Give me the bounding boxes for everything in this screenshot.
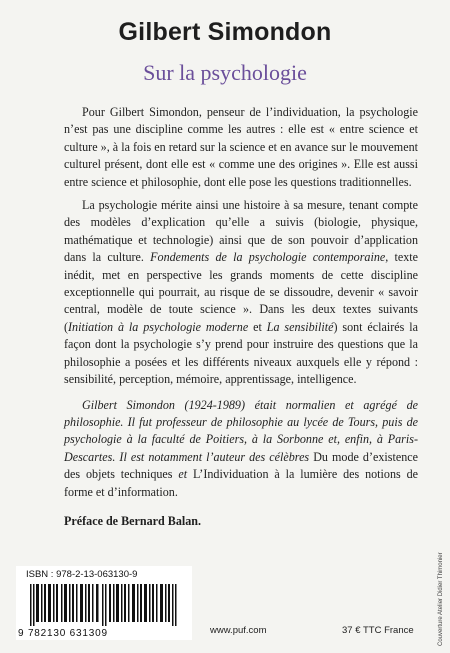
barcode-icon — [30, 584, 188, 626]
blurb — [64, 104, 418, 536]
publisher-url: www.puf.com — [210, 625, 267, 636]
blurb-paragraph-2 — [64, 197, 418, 388]
price-label: 37 € TTC France — [342, 625, 414, 636]
p2-title-fondements: Fondements de la psychologie contemporaine — [150, 250, 386, 265]
p2-part-a: La psychologie mérite ainsi une histoire à sa mesure, tenant compte des modèles d’explication qu’elle a suivis (biologie, physique, mathématique et technologie) ainsi que de son pouvoir d’application dans la culture. — [64, 198, 418, 265]
p2-part-g: ) sont éclairés la façon dont la psychologie s’y prend pour instruire des questions que la philosophie a posées et les différents niveaux auxquels elle y répond : sensibilité, perception, mémoire, apprentissage, intelligence. — [64, 319, 418, 387]
bio-part-a: Gilbert Simondon (1924-1989) était normalien et agrégé de philosophie. Il fut professeur de philosophie au lycée de Tours, puis de psychologie à la faculté de Poitiers, à la Sorbonne et, enfin, à Paris-Descartes. Il est notamment l’auteur des célèbres — [64, 397, 418, 464]
book-title: Sur la psychologie — [143, 60, 307, 85]
preface-credit: Préface de Bernard Balan. — [64, 513, 202, 528]
cover-credit: Couverture Atelier Didier Thimonier — [438, 552, 444, 646]
p2-part-e: et — [248, 319, 267, 334]
author-bio — [64, 397, 418, 501]
bio-title-mode-existence: Du mode d’existence des objets techniques — [64, 449, 418, 482]
bio-title-individuation: L’Individuation à la lumière des notions de forme et d’information. — [64, 467, 419, 499]
barcode-digits: 9 782130 631309 — [18, 628, 108, 639]
bio-part-c: et — [172, 467, 194, 482]
p2-title-initiation: Initiation à la psychologie moderne — [68, 319, 249, 334]
author-name: Gilbert Simondon — [118, 18, 332, 46]
blurb-paragraph-1: Pour Gilbert Simondon, penseur de l’individuation, la psychologie n’est pas une discipline comme les autres : elle est « entre science et culture », à la fois en retard sur la science et en avance sur le mouvement culturel présent, dont elle est « comme une des origines ». Elle est aussi entre science et philosophie, dont elle pose les questions traditionnelles. — [64, 105, 418, 189]
p2-part-c: , texte inédit, met en perspective les grands moments de cette discipline exceptionnelle qui pourrait, au risque de se dissoudre, devenir « savoir central, modèle de toute science ». Dans les deux textes suivants ( — [64, 250, 418, 334]
p2-title-sensibilite: La sensibilité — [266, 319, 334, 334]
isbn-label: ISBN : 978-2-13-063130-9 — [26, 569, 138, 580]
